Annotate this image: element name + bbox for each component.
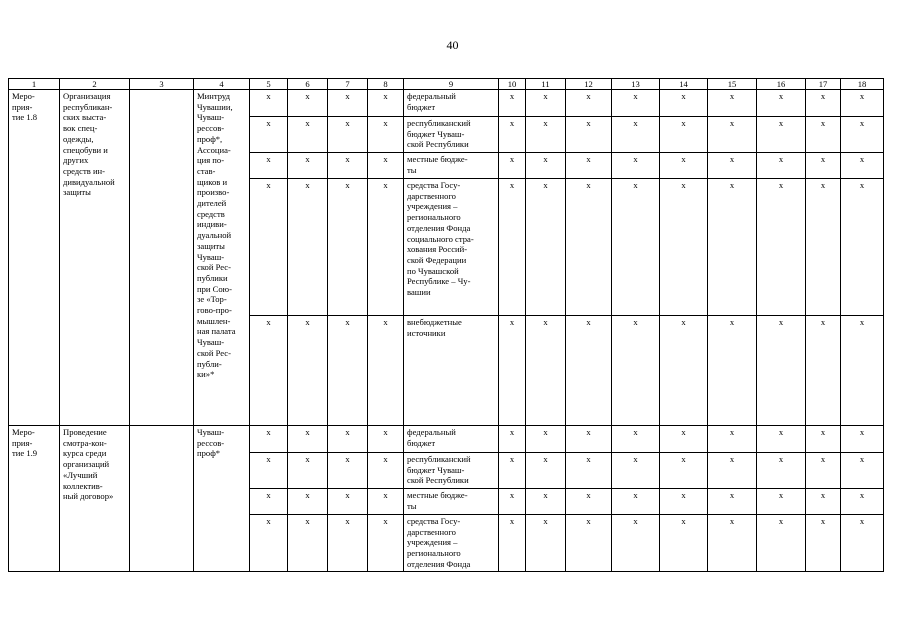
x-mark: х [660, 90, 708, 117]
x-mark: х [288, 515, 328, 572]
funding-source: республиканский бюджет Чуваш- ской Республики [404, 453, 499, 489]
x-mark: х [841, 90, 884, 117]
column-header: 14 [660, 79, 708, 90]
funding-source: средства Госу- дарственного учреждения – регионального отделения Фонда социального стра- хования Россий- ской Федерации по Чувашской Республике – Чу- вашии [404, 179, 499, 316]
column-header: 11 [526, 79, 566, 90]
activity-name: Проведение смотра-кон- курса среди организаций «Лучший коллектив- ный договор» [60, 426, 130, 572]
x-mark: х [250, 426, 288, 453]
x-mark: х [526, 515, 566, 572]
x-mark: х [526, 90, 566, 117]
x-mark: х [841, 179, 884, 316]
x-mark: х [806, 179, 841, 316]
x-mark: х [708, 90, 757, 117]
x-mark: х [250, 117, 288, 153]
column-header: 10 [499, 79, 526, 90]
x-mark: х [499, 426, 526, 453]
activity-col3 [130, 90, 194, 426]
x-mark: х [328, 426, 368, 453]
x-mark: х [499, 453, 526, 489]
x-mark: х [660, 179, 708, 316]
x-mark: х [612, 153, 660, 179]
funding-source: федеральный бюджет [404, 90, 499, 117]
column-header: 7 [328, 79, 368, 90]
column-header: 1 [9, 79, 60, 90]
x-mark: х [368, 153, 404, 179]
x-mark: х [250, 179, 288, 316]
x-mark: х [708, 179, 757, 316]
x-mark: х [806, 90, 841, 117]
x-mark: х [757, 117, 806, 153]
table-row [9, 426, 884, 453]
x-mark: х [526, 179, 566, 316]
x-mark: х [526, 316, 566, 426]
x-mark: х [368, 316, 404, 426]
x-mark: х [841, 426, 884, 453]
x-mark: х [612, 90, 660, 117]
x-mark: х [250, 489, 288, 515]
x-mark: х [288, 117, 328, 153]
x-mark: х [612, 515, 660, 572]
x-mark: х [806, 489, 841, 515]
header-row [9, 79, 884, 90]
x-mark: х [250, 90, 288, 117]
x-mark: х [612, 316, 660, 426]
x-mark: х [499, 316, 526, 426]
x-mark: х [806, 316, 841, 426]
x-mark: х [328, 153, 368, 179]
x-mark: х [660, 153, 708, 179]
column-header: 12 [566, 79, 612, 90]
activity-number: Меро- прия- тие 1.8 [9, 90, 60, 426]
activity-col3 [130, 426, 194, 572]
x-mark: х [612, 489, 660, 515]
column-header: 2 [60, 79, 130, 90]
program-table [8, 78, 884, 572]
x-mark: х [566, 90, 612, 117]
x-mark: х [660, 117, 708, 153]
x-mark: х [757, 90, 806, 117]
table-row [9, 90, 884, 117]
activity-executor: Чуваш- рессов- проф* [194, 426, 250, 572]
x-mark: х [660, 316, 708, 426]
x-mark: х [757, 316, 806, 426]
x-mark: х [708, 489, 757, 515]
x-mark: х [612, 426, 660, 453]
x-mark: х [708, 316, 757, 426]
x-mark: х [368, 453, 404, 489]
x-mark: х [806, 515, 841, 572]
activity-executor: Минтруд Чувашии, Чуваш- рессов- проф*, Ассоциа- ция по- став- щиков и произво- дителей средств индиви- дуальной защиты Чуваш- ской Рес- публики при Сою- зе «Тор- гово-про- мышлен- ная палата Чуваш- ской Рес- публи- ки»* [194, 90, 250, 426]
funding-source: местные бюдже- ты [404, 489, 499, 515]
x-mark: х [566, 316, 612, 426]
x-mark: х [708, 453, 757, 489]
column-header: 18 [841, 79, 884, 90]
x-mark: х [368, 179, 404, 316]
x-mark: х [499, 153, 526, 179]
x-mark: х [250, 316, 288, 426]
x-mark: х [499, 117, 526, 153]
x-mark: х [566, 179, 612, 316]
x-mark: х [499, 489, 526, 515]
x-mark: х [288, 90, 328, 117]
x-mark: х [708, 153, 757, 179]
x-mark: х [499, 515, 526, 572]
x-mark: х [612, 179, 660, 316]
x-mark: х [526, 153, 566, 179]
x-mark: х [328, 117, 368, 153]
funding-source: внебюджетные источники [404, 316, 499, 426]
x-mark: х [708, 426, 757, 453]
x-mark: х [328, 90, 368, 117]
x-mark: х [499, 90, 526, 117]
activity-name: Организация республикан- ских выста- вок спец- одежды, спецобуви и других средств ин- дивидуальной защиты [60, 90, 130, 426]
x-mark: х [250, 515, 288, 572]
x-mark: х [288, 489, 328, 515]
x-mark: х [288, 179, 328, 316]
x-mark: х [708, 117, 757, 153]
funding-source: республиканский бюджет Чуваш- ской Республики [404, 117, 499, 153]
x-mark: х [757, 453, 806, 489]
funding-source: федеральный бюджет [404, 426, 499, 453]
x-mark: х [288, 153, 328, 179]
column-header: 13 [612, 79, 660, 90]
column-header: 15 [708, 79, 757, 90]
x-mark: х [566, 426, 612, 453]
column-header: 16 [757, 79, 806, 90]
x-mark: х [757, 515, 806, 572]
x-mark: х [841, 453, 884, 489]
x-mark: х [526, 426, 566, 453]
x-mark: х [328, 453, 368, 489]
x-mark: х [288, 426, 328, 453]
x-mark: х [757, 426, 806, 453]
x-mark: х [841, 117, 884, 153]
x-mark: х [566, 153, 612, 179]
x-mark: х [368, 489, 404, 515]
x-mark: х [250, 153, 288, 179]
x-mark: х [708, 515, 757, 572]
page-number: 40 [446, 38, 459, 52]
x-mark: х [612, 453, 660, 489]
x-mark: х [288, 316, 328, 426]
x-mark: х [328, 179, 368, 316]
column-header: 17 [806, 79, 841, 90]
column-header: 6 [288, 79, 328, 90]
column-header: 3 [130, 79, 194, 90]
x-mark: х [841, 515, 884, 572]
x-mark: х [328, 489, 368, 515]
x-mark: х [612, 117, 660, 153]
x-mark: х [841, 153, 884, 179]
x-mark: х [526, 489, 566, 515]
x-mark: х [660, 453, 708, 489]
x-mark: х [660, 515, 708, 572]
x-mark: х [566, 515, 612, 572]
x-mark: х [566, 489, 612, 515]
x-mark: х [806, 153, 841, 179]
x-mark: х [288, 453, 328, 489]
x-mark: х [368, 117, 404, 153]
x-mark: х [526, 117, 566, 153]
column-header: 4 [194, 79, 250, 90]
x-mark: х [757, 153, 806, 179]
x-mark: х [328, 515, 368, 572]
activity-number: Меро- прия- тие 1.9 [9, 426, 60, 572]
column-header: 5 [250, 79, 288, 90]
x-mark: х [841, 489, 884, 515]
x-mark: х [328, 316, 368, 426]
x-mark: х [757, 179, 806, 316]
x-mark: х [660, 489, 708, 515]
x-mark: х [757, 489, 806, 515]
x-mark: х [499, 179, 526, 316]
x-mark: х [806, 453, 841, 489]
column-header: 9 [404, 79, 499, 90]
x-mark: х [841, 316, 884, 426]
x-mark: х [806, 117, 841, 153]
column-header: 8 [368, 79, 404, 90]
x-mark: х [566, 453, 612, 489]
funding-source: средства Госу- дарственного учреждения – регионального отделения Фонда [404, 515, 499, 572]
x-mark: х [250, 453, 288, 489]
x-mark: х [806, 426, 841, 453]
x-mark: х [368, 426, 404, 453]
x-mark: х [526, 453, 566, 489]
x-mark: х [368, 515, 404, 572]
x-mark: х [566, 117, 612, 153]
funding-source: местные бюдже- ты [404, 153, 499, 179]
x-mark: х [660, 426, 708, 453]
x-mark: х [368, 90, 404, 117]
